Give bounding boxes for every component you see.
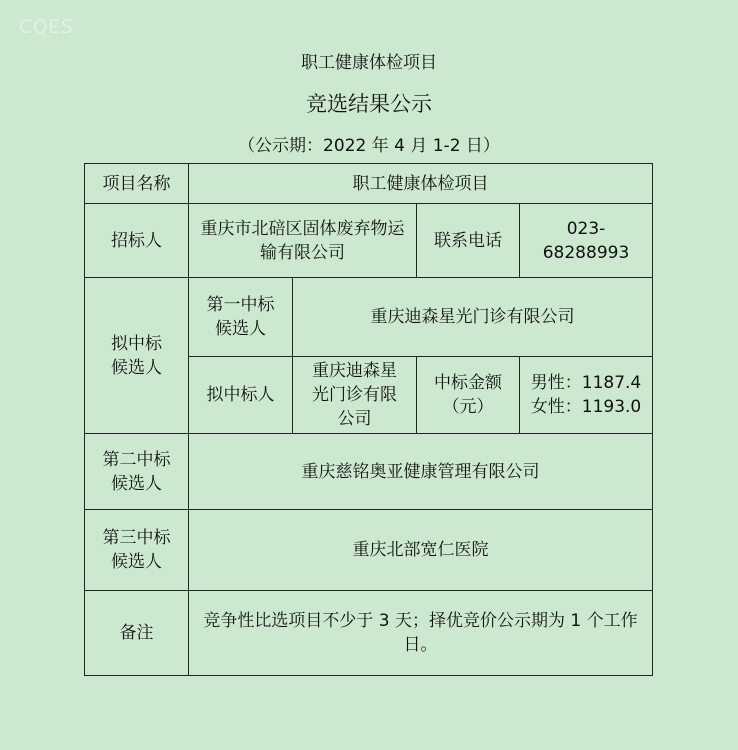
first-candidate-value: 重庆迪森星光门诊有限公司 (293, 278, 653, 357)
table-row (85, 164, 653, 204)
watermark: CQES (19, 16, 74, 38)
table-row (85, 204, 653, 278)
result-table (84, 163, 653, 676)
amount-female: 女性：1193.0 (530, 397, 642, 417)
proposed-candidate-label: 拟中标候选人 (85, 278, 189, 434)
page-title: 职工健康体检项目 (301, 53, 437, 73)
table-row (85, 434, 653, 510)
remarks-label: 备注 (85, 591, 189, 676)
contact-label: 联系电话 (417, 204, 520, 278)
publicity-period: （公示期：2022 年 4 月 1-2 日） (238, 136, 500, 156)
tenderer-value: 重庆市北碚区固体废弃物运输有限公司 (189, 204, 417, 278)
remarks-value: 竞争性比选项目不少于 3 天；择优竞价公示期为 1 个工作日。 (189, 591, 653, 676)
first-candidate-label: 第一中标候选人 (189, 278, 293, 357)
amount-label: 中标金额（元） (417, 357, 520, 434)
third-candidate-label: 第三中标候选人 (85, 510, 189, 591)
table-row (85, 510, 653, 591)
table-row (85, 278, 653, 357)
project-name-label: 项目名称 (85, 164, 189, 204)
second-candidate-label: 第二中标候选人 (85, 434, 189, 510)
project-name-value: 职工健康体检项目 (189, 164, 653, 204)
page-subtitle: 竞选结果公示 (306, 92, 432, 116)
second-candidate-value: 重庆慈铭奥亚健康管理有限公司 (189, 434, 653, 510)
amount-value (520, 357, 653, 434)
third-candidate-value: 重庆北部宽仁医院 (189, 510, 653, 591)
tenderer-label: 招标人 (85, 204, 189, 278)
contact-value: 023-68288993 (520, 204, 653, 278)
amount-male: 男性：1187.4 (530, 373, 642, 393)
proposed-winner-label: 拟中标人 (189, 357, 293, 434)
table-row (85, 591, 653, 676)
proposed-winner-value: 重庆迪森星光门诊有限公司 (293, 357, 417, 434)
